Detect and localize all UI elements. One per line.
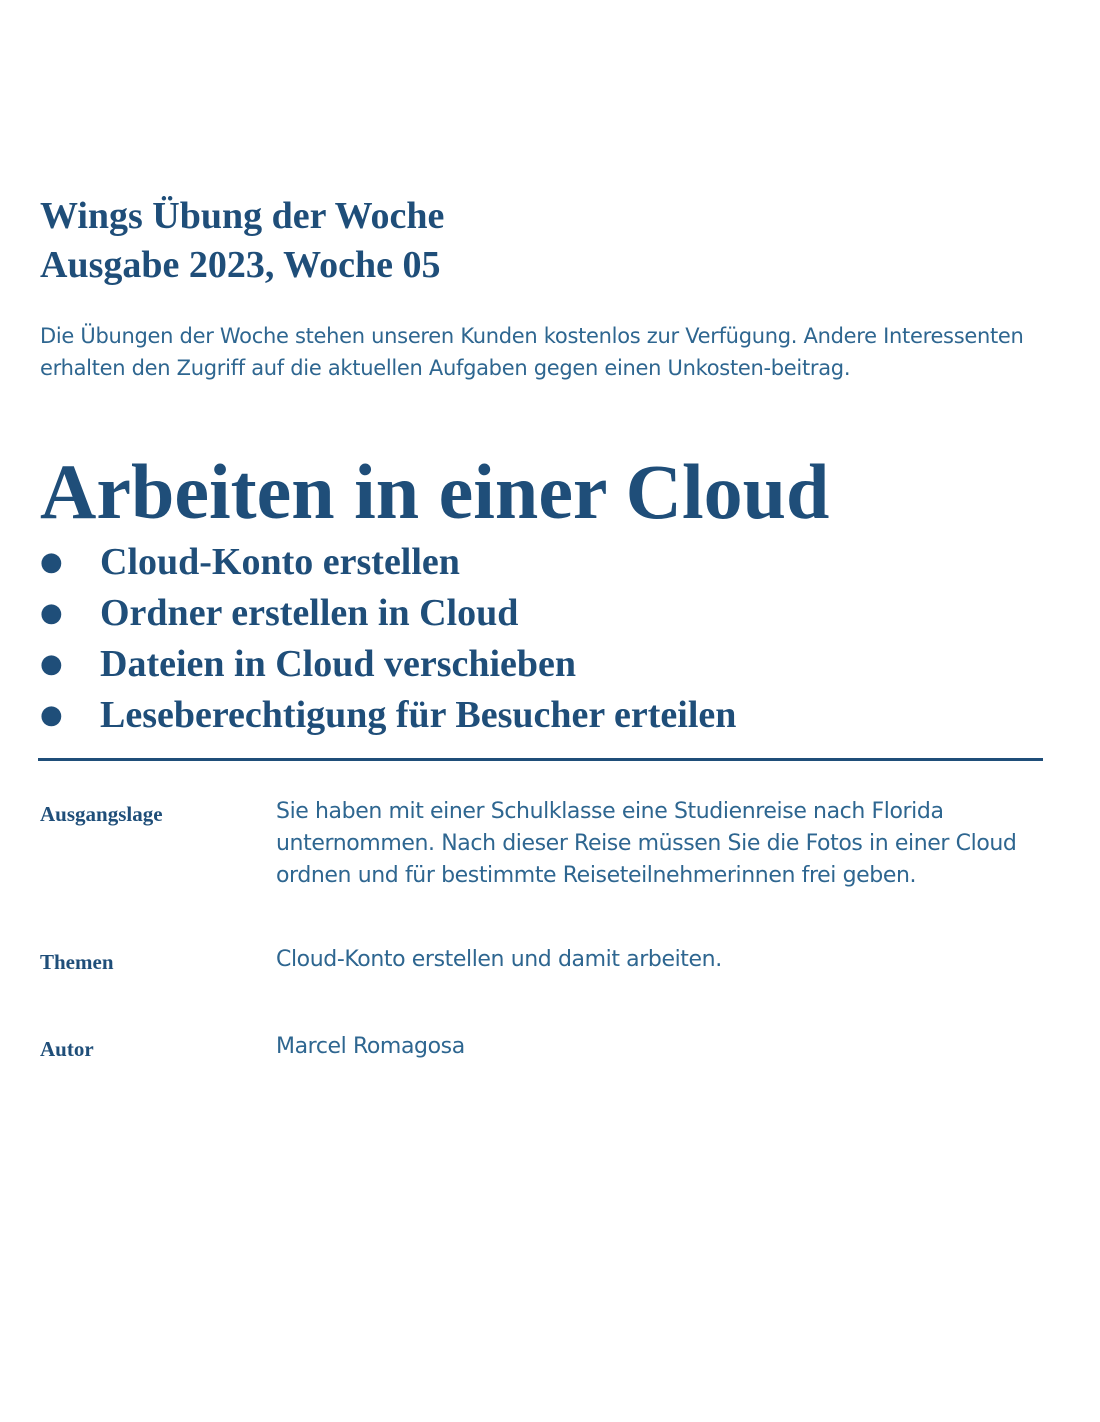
intro-paragraph: Die Übungen der Woche stehen unseren Kunden kostenlos zur Verfügung. Andere Interessenten erhalten den Zugriff auf die aktuellen Aufgaben gegen einen Unkosten-beitrag. <box>40 324 1024 380</box>
topic-text: Leseberechtigung für Besucher erteilen <box>100 694 737 736</box>
topic-text: Cloud-Konto erstellen <box>100 541 460 583</box>
bullet-icon: ● <box>40 700 63 730</box>
bullet-icon: ● <box>40 598 63 628</box>
header-title-line-2: Ausgabe 2023, Woche 05 <box>40 244 441 286</box>
bullet-icon: ● <box>40 547 63 577</box>
header-title-line-1: Wings Übung der Woche <box>40 195 445 237</box>
info-label-themen: Themen <box>40 950 114 974</box>
info-value-ausgangslage: Sie haben mit einer Schulklasse eine Studienreise nach Florida unternommen. Nach dieser Reise müssen Sie die Fotos in einer Cloud ordnen und für bestimmte Reiseteilnehmerinnen frei geben. <box>276 799 1017 888</box>
document-header <box>40 192 444 290</box>
info-label-autor: Autor <box>40 1037 94 1061</box>
section-divider <box>38 758 1043 761</box>
bullet-icon: ● <box>40 649 63 679</box>
info-value-themen: Cloud-Konto erstellen und damit arbeiten. <box>276 947 722 972</box>
info-label-ausgangslage: Ausgangslage <box>40 802 163 826</box>
exercise-title: Arbeiten in einer Cloud <box>40 448 830 535</box>
topic-text: Dateien in Cloud verschieben <box>100 643 577 685</box>
info-value-autor: Marcel Romagosa <box>276 1034 465 1059</box>
topic-text: Ordner erstellen in Cloud <box>100 592 519 634</box>
